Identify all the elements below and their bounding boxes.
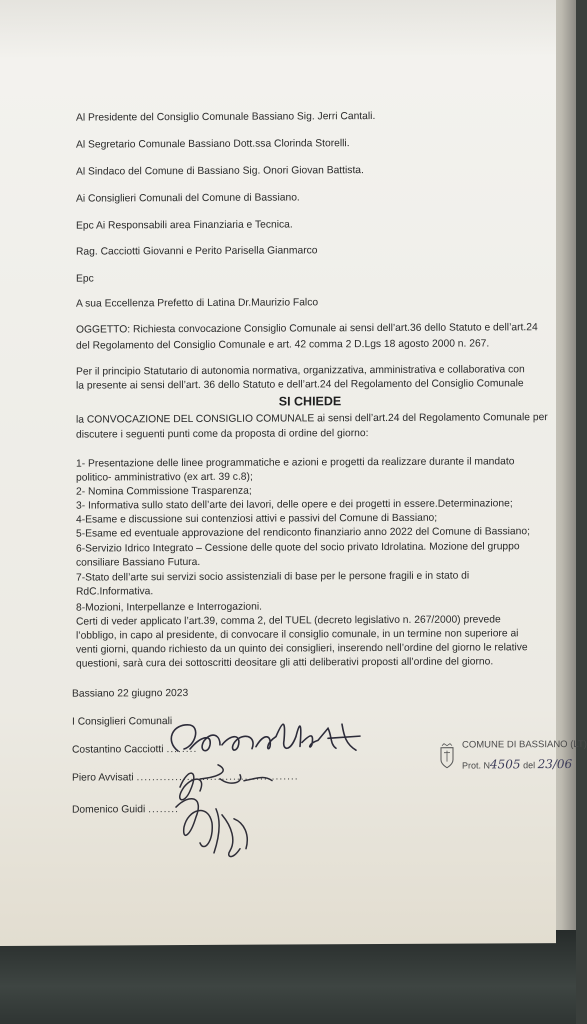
addressee-line: Al Segretario Comunale Bassiano Dott.ssa Clorinda Storelli.	[76, 138, 350, 151]
subject-line: OGGETTO: Richiesta convocazione Consiglio Comunale ai sensi dell’art.36 dello Statuto e dell’art.24	[76, 322, 538, 336]
agenda-item: 5-Esame ed eventuale approvazione del rendiconto finanziario anno 2022 del Comune di Bassiano;	[76, 526, 530, 540]
addressee-line: Epc	[76, 273, 94, 285]
addressee-line: Al Sindaco del Comune di Bassiano Sig. Onori Giovan Battista.	[76, 165, 364, 178]
agenda-item: consiliare Bassiano Futura.	[76, 556, 201, 569]
stamp-prot-label: Prot. N	[462, 760, 491, 771]
agenda-item: 3- Informativa sullo stato dell’arte dei lavori, delle opere e dei progetti in essere.Determinazione;	[76, 498, 513, 512]
stamp-date: 23/06	[537, 757, 573, 772]
document-title: SI CHIEDE	[278, 394, 342, 409]
agenda-item: 6-Servizio Idrico Integrato – Cessione delle quote del socio privato Idrolatina. Mozione del gruppo	[76, 541, 520, 555]
municipal-crest-icon	[438, 744, 456, 770]
signature-dots: ........	[148, 804, 180, 816]
closing-line: l’obbligo, in capo al presidente, di convocare il consiglio comunale, in un termine non superiore ai	[76, 628, 519, 642]
signature-dots: ..........................................	[136, 771, 299, 784]
addressee-line: Rag. Cacciotti Giovanni e Perito Parisella Gianmarco	[76, 245, 318, 258]
signature-avvisati-guidi	[160, 756, 300, 867]
addressee-line: Ai Consiglieri Comunali del Comune di Bassiano.	[76, 192, 300, 205]
premise-line: la presente ai sensi dell’art. 36 dello Statuto e dell’art.24 del Regolamento del Consiglio Comunale	[76, 378, 524, 392]
agenda-item: politico- amministrativo (ex art. 39 c.8);	[76, 471, 253, 484]
request-line: la CONVOCAZIONE DEL CONSIGLIO COMUNALE ai sensi dell’art.24 del Regolamento Comunale per	[76, 412, 548, 426]
subject-line: del Regolamento del Consiglio Comunale e art. 42 comma 2 D.Lgs 18 agosto 2000 n. 267.	[76, 338, 490, 352]
stamp-municipality: COMUNE DI BASSIANO (LT)	[462, 738, 587, 751]
signer-name: Piero Avvisati	[72, 772, 134, 784]
request-line: discutere i seguenti punti come da proposta di ordine del giorno:	[76, 428, 369, 441]
addressee-line: Epc Ai Responsabili area Finanziaria e Tecnica.	[76, 219, 293, 232]
stamp-prot-number: 4505	[490, 757, 521, 772]
signer-name: Costantino Cacciotti	[72, 744, 164, 756]
addressee-line: Al Presidente del Consiglio Comunale Bassiano Sig. Jerri Cantali.	[76, 111, 376, 124]
signers-header: I Consiglieri Comunali	[72, 716, 173, 728]
stamp-protocol	[462, 757, 572, 772]
closing-line: questioni, sarà cura dei sottoscritti deositare gli atti deliberativi proposti all’ordine del giorno.	[76, 656, 494, 670]
letter-date: Bassiano 22 giugno 2023	[72, 688, 189, 700]
agenda-item: 4-Esame e discussione sui contenziosi attivi e passivi del Comune di Bassiano;	[76, 512, 438, 526]
protocol-stamp	[438, 738, 587, 776]
agenda-item: 2- Nomina Commissione Trasparenza;	[76, 485, 252, 498]
closing-line: venti giorni, quando richiesto da un quinto dei consiglieri, inserendo nell’ordine del giorno le relative	[76, 642, 528, 656]
agenda-item: RdC.Informativa.	[76, 586, 154, 598]
signature-dots: ........	[166, 743, 198, 756]
stamp-del-label: del	[523, 760, 536, 771]
closing-line: Certi di veder applicato l’art.39, comma 2, del TUEL (decreto legislativo n. 267/2000) prevede	[76, 614, 501, 628]
addressee-line: A sua Eccellenza Prefetto di Latina Dr.Maurizio Falco	[76, 297, 319, 310]
signer-name: Domenico Guidi	[72, 804, 146, 816]
agenda-item: 7-Stato dell’arte sui servizi socio assistenziali di base per le persone fragili e in stato di	[76, 570, 470, 584]
premise-line: Per il principio Statutario di autonomia normativa, organizzativa, amministrativa e collaborativa con	[76, 364, 525, 378]
agenda-item: 1- Presentazione delle linee programmatiche e azioni e progetti da realizzare durante il mandato	[76, 456, 515, 470]
agenda-item: 8-Mozioni, Interpellanze e Interrogazioni.	[76, 601, 263, 614]
